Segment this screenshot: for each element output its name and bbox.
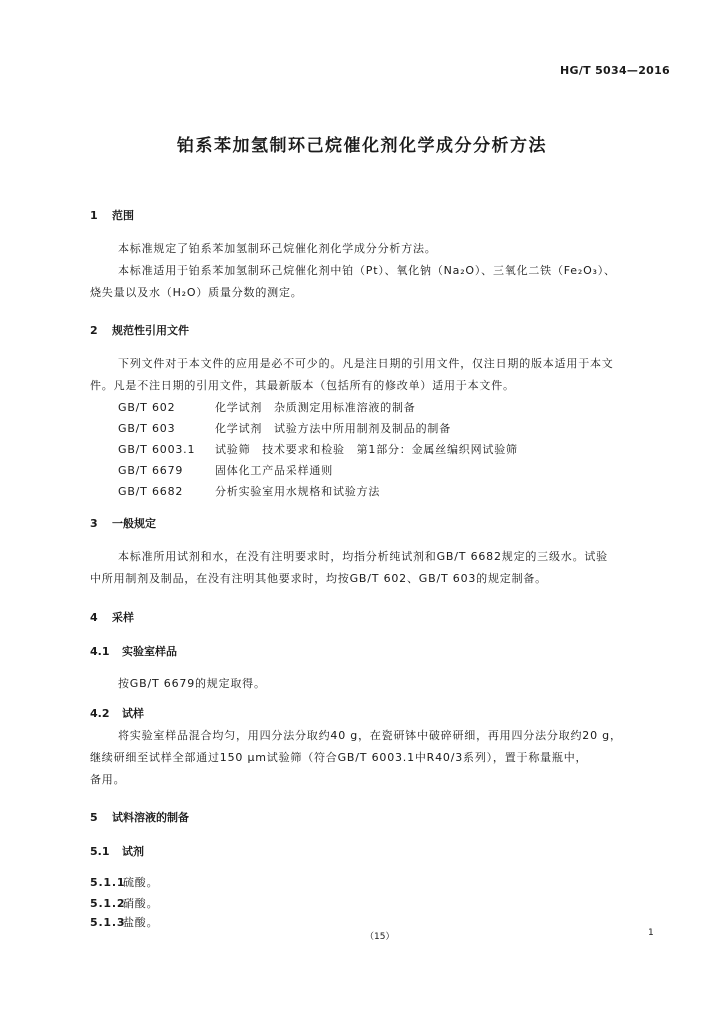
- section-5-heading: [90, 809, 189, 825]
- subsection-number: 4.2: [90, 707, 110, 720]
- reference-code: GB/T 603: [118, 422, 176, 435]
- reference-title: 化学试剂 试验方法中所用制剂及制品的制备: [215, 422, 451, 435]
- item-number: 5.1.3: [90, 916, 126, 929]
- page-number: 1: [648, 928, 654, 938]
- reference-code: GB/T 602: [118, 401, 176, 414]
- paragraph-continuation: 件。凡是不注日期的引用文件，其最新版本（包括所有的修改单）适用于本文件。: [90, 379, 515, 392]
- paragraph: 按GB/T 6679的规定取得。: [118, 677, 266, 690]
- section-title: 规范性引用文件: [112, 324, 189, 337]
- paragraph-continuation: 继续研细至试样全部通过150 μm试验筛（符合GB/T 6003.1中R40/3系列），置于称量瓶中，: [90, 751, 588, 764]
- reference-code: GB/T 6003.1: [118, 443, 196, 456]
- reference-title: 化学试剂 杂质测定用标准溶液的制备: [215, 401, 416, 414]
- reference-item: [118, 483, 380, 499]
- section-title: 采样: [112, 611, 134, 624]
- subsection-4-2-heading: [90, 705, 144, 721]
- subsection-title: 实验室样品: [122, 645, 177, 658]
- item-number: 5.1.2: [90, 897, 126, 910]
- paragraph: 本标准规定了铂系苯加氢制环己烷催化剂化学成分分析方法。: [118, 242, 437, 255]
- section-number: 2: [90, 324, 98, 337]
- list-item: [90, 914, 158, 930]
- section-2-heading: [90, 322, 189, 338]
- section-title: 试料溶液的制备: [112, 811, 189, 824]
- standard-code: HG/T 5034—2016: [560, 64, 671, 77]
- section-3-heading: [90, 515, 156, 531]
- subsection-number: 4.1: [90, 645, 110, 658]
- reference-item: [118, 441, 518, 457]
- subsection-4-1-heading: [90, 643, 177, 659]
- item-number: 5.1.1: [90, 876, 126, 889]
- section-title: 范围: [112, 209, 134, 222]
- section-number: 3: [90, 517, 98, 530]
- subsection-5-1-heading: [90, 843, 144, 859]
- reference-title: 分析实验室用水规格和试验方法: [215, 485, 381, 498]
- reference-code: GB/T 6679: [118, 464, 184, 477]
- reference-title: 试验筛 技术要求和检验 第1部分：金属丝编织网试验筛: [215, 443, 518, 456]
- section-number: 4: [90, 611, 98, 624]
- section-1-heading: [90, 207, 134, 223]
- subsection-number: 5.1: [90, 845, 110, 858]
- item-text: 硫酸。: [123, 876, 159, 889]
- section-number: 1: [90, 209, 98, 222]
- reference-code: GB/T 6682: [118, 485, 184, 498]
- list-item: [90, 874, 158, 890]
- paragraph: 下列文件对于本文件的应用是必不可少的。凡是注日期的引用文件，仅注日期的版本适用于本文: [118, 357, 614, 370]
- paragraph-continuation: 烧失量以及水（H₂O）质量分数的测定。: [90, 286, 303, 299]
- document-title: 铂系苯加氢制环己烷催化剂化学成分分析方法: [177, 136, 547, 156]
- reference-item: [118, 420, 451, 436]
- section-4-heading: [90, 609, 134, 625]
- paragraph: 本标准所用试剂和水，在没有注明要求时，均指分析纯试剂和GB/T 6682规定的三级水。试验: [118, 550, 608, 563]
- paragraph: 将实验室样品混合均匀，用四分法分取约40 g，在瓷研钵中破碎研细，再用四分法分取约20 g，: [118, 729, 622, 742]
- paragraph-continuation: 备用。: [90, 773, 126, 786]
- list-item: [90, 895, 158, 911]
- paragraph-continuation: 中所用制剂及制品，在没有注明其他要求时，均按GB/T 602、GB/T 603的规定制备。: [90, 572, 547, 585]
- section-number: 5: [90, 811, 98, 824]
- reference-item: [118, 462, 333, 478]
- paragraph: 本标准适用于铂系苯加氢制环己烷催化剂中铂（Pt）、氧化钠（Na₂O）、三氧化二铁（Fe₂O₃）、: [118, 264, 616, 277]
- item-text: 硝酸。: [123, 897, 159, 910]
- section-title: 一般规定: [112, 517, 156, 530]
- subsection-title: 试剂: [122, 845, 144, 858]
- subsection-title: 试样: [122, 707, 144, 720]
- item-text: 盐酸。: [123, 916, 159, 929]
- reference-title: 固体化工产品采样通则: [215, 464, 333, 477]
- footer-center-number: （15）: [365, 932, 395, 942]
- reference-item: [118, 399, 416, 415]
